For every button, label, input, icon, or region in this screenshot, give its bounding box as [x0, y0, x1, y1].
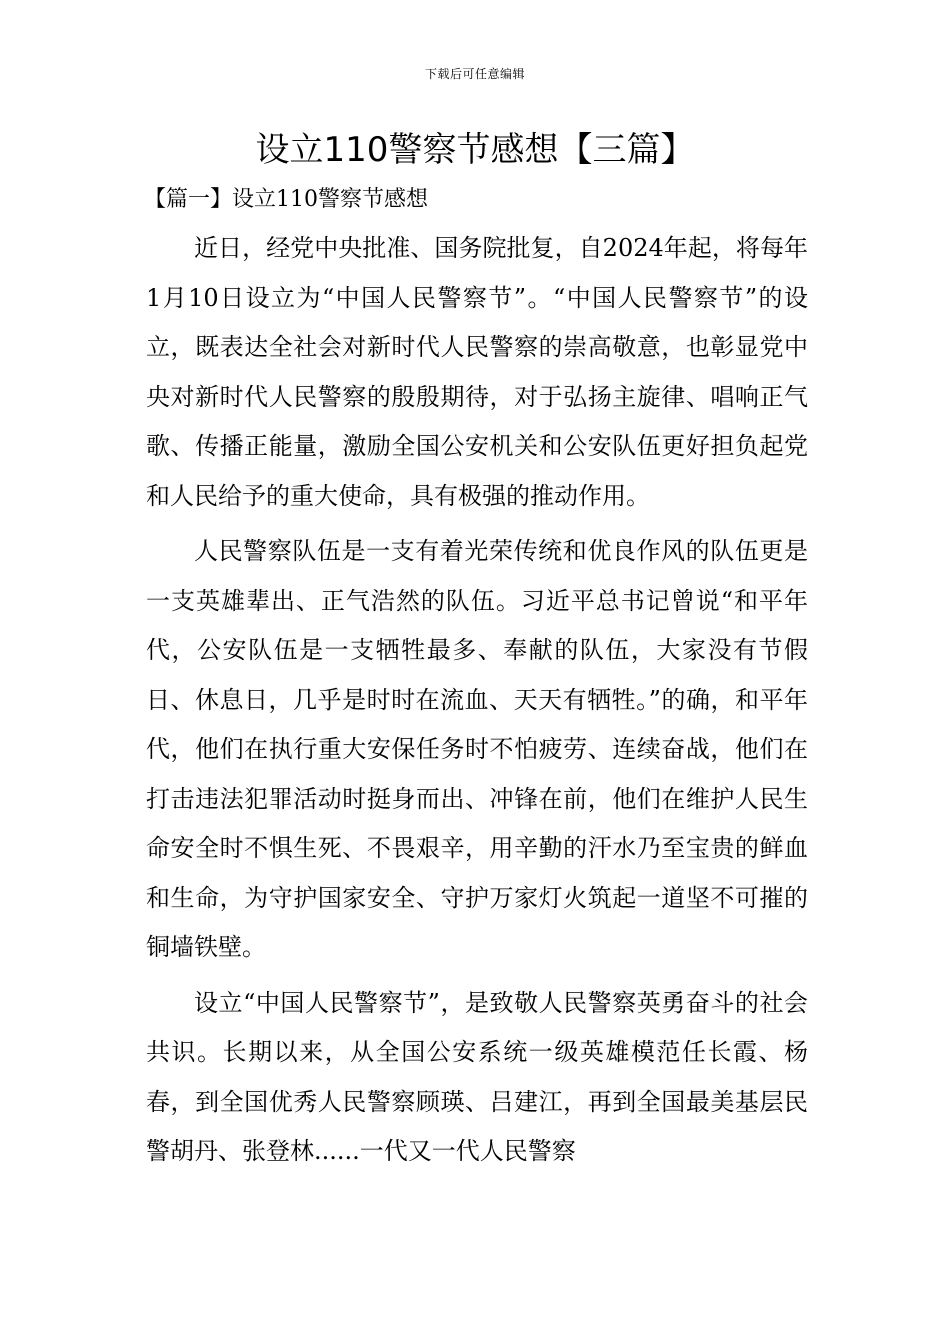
header-note: 下载后可任意编辑 — [424, 67, 525, 81]
document-title: 设立110警察节感想【三篇】 — [255, 130, 695, 170]
paragraph-3: 设立“中国人民警察节”，是致敬人民警察英勇奋斗的社会共识。长期以来，从全国公安系统一级英雄模范任长霞、杨春，到全国优秀人民警察顾瑛、吕建江，再到全国最美基层民警胡丹、张登林......一代又一代人民警察 — [146, 988, 808, 1165]
section-heading: 【篇一】设立110警察节感想 — [144, 187, 428, 212]
body-text — [146, 224, 808, 1183]
paragraph-2: 人民警察队伍是一支有着光荣传统和优良作风的队伍更是一支英雄辈出、正气浩然的队伍。习近平总书记曾说“和平年代，公安队伍是一支牺牲最多、奉献的队伍，大家没有节假日、休息日，几乎是时时在流血、天天有牺牲。”的确，和平年代，他们在执行重大安保任务时不怕疲劳、连续奋战，他们在打击违法犯罪活动时挺身而出、冲锋在前，他们在维护人民生命安全时不惧生死、不畏艰辛，用辛勤的汗水乃至宝贵的鲜血和生命，为守护国家安全、守护万家灯火筑起一道坚不可摧的铜墙铁壁。 — [146, 537, 808, 961]
paragraph-1: 近日，经党中央批准、国务院批复，自2024年起，将每年1月10日设立为“中国人民警察节”。“中国人民警察节”的设立，既表达全社会对新时代人民警察的崇高敬意，也彰显党中央对新时代人民警察的殷殷期待，对于弘扬主旋律、唱响正气歌、传播正能量，激励全国公安机关和公安队伍更好担负起党和人民给予的重大使命，具有极强的推动作用。 — [146, 234, 808, 510]
